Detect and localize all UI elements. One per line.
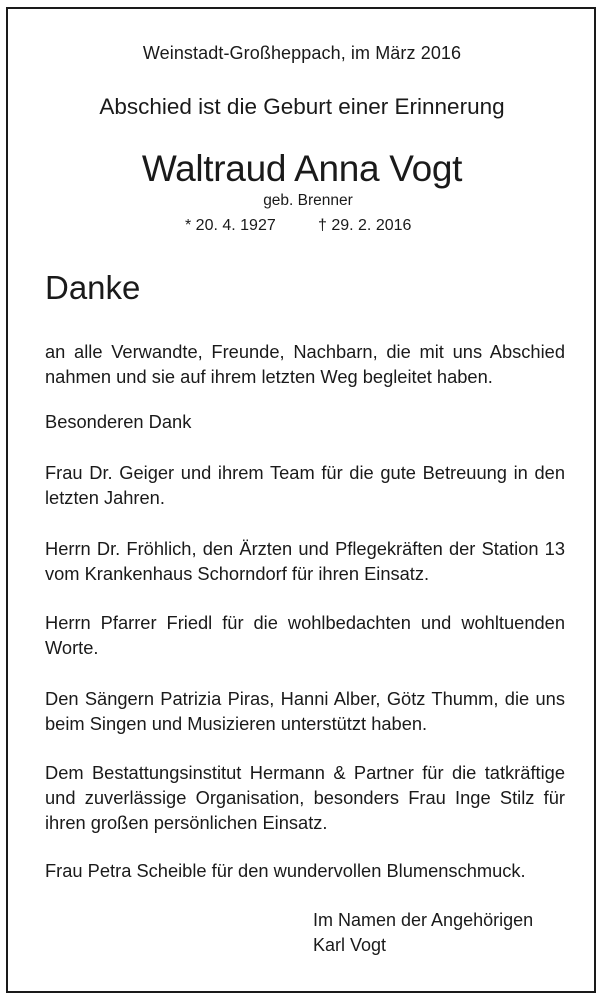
place-date: Weinstadt-Großheppach, im März 2016	[142, 43, 462, 63]
deceased-name: Waltraud Anna Vogt	[141, 148, 463, 189]
birth-date: * 20. 4. 1927	[185, 217, 276, 234]
paragraph-thanks-all: an alle Verwandte, Freunde, Nachbarn, die mit uns Abschied nahmen und sie auf ihrem letzten Weg begleitet haben.	[45, 341, 565, 387]
paragraph-special-thanks: Besonderen Dank	[45, 411, 192, 432]
paragraph-pfarrer: Herrn Pfarrer Friedl für die wohlbedachten und wohltuenden Worte.	[45, 612, 565, 658]
signature-name: Karl Vogt	[313, 935, 387, 955]
heading-danke: Danke	[45, 269, 141, 306]
signature-line-1: Im Namen der Angehörigen	[313, 910, 534, 930]
maiden-name: geb. Brenner	[263, 192, 353, 209]
paragraph-dr-froehlich: Herrn Dr. Fröhlich, den Ärzten und Pflegekräften der Station 13 vom Krankenhaus Schorndorf für ihren Einsatz.	[45, 538, 565, 584]
paragraph-dr-geiger: Frau Dr. Geiger und ihrem Team für die gute Betreuung in den letzten Jahren.	[45, 462, 565, 508]
paragraph-singers: Den Sängern Patrizia Piras, Hanni Alber, Götz Thumm, die uns beim Singen und Musizieren unterstützt haben.	[45, 688, 565, 734]
paragraph-flowers: Frau Petra Scheible für den wundervollen Blumenschmuck.	[45, 860, 526, 881]
death-date: † 29. 2. 2016	[318, 217, 412, 234]
paragraph-funeral-home: Dem Bestattungsinstitut Hermann & Partner für die tatkräftige und zuverlässige Organisation, besonders Frau Inge Stilz für ihren großen persönlichen Einsatz.	[45, 762, 565, 833]
motto: Abschied ist die Geburt einer Erinnerung	[99, 94, 505, 119]
